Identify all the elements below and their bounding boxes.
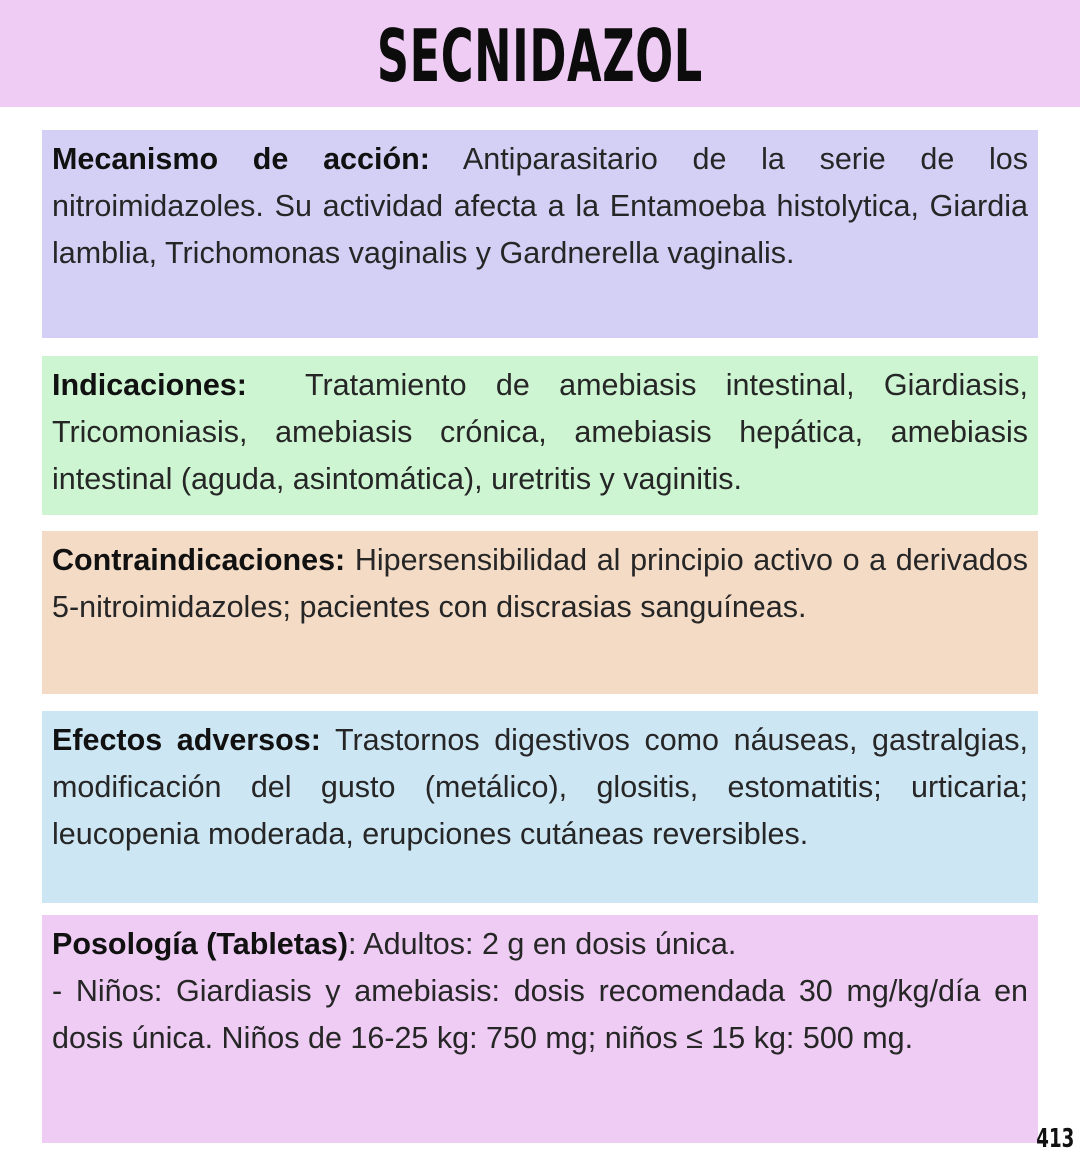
section-label: Contraindicaciones: [52,543,346,577]
posologia-adultos-line [52,921,1028,968]
section-mecanismo-de-accion [42,130,1038,338]
section-indicaciones [42,356,1038,515]
section-label: Efectos adversos: [52,723,321,757]
section-text: Trastornos digestivos como náuseas, gastralgias, modificación del gusto (metálico), glositis, estomatitis; urticaria; leucopenia moderada, erupciones cutáneas reversibles. [52,723,1029,851]
section-label: Posología (Tabletas) [52,927,349,961]
section-efectos-adversos [42,711,1038,903]
section-label: Mecanismo de acción: [52,142,430,176]
page-number: 413 [1036,1124,1074,1154]
posologia-ninos-text: - Niños: Giardiasis y amebiasis: dosis recomendada 30 mg/kg/día en dosis única. Niños de 16-25 kg: 750 mg; niños ≤ 15 kg: 500 mg. [52,974,1028,1055]
page-title: SECNIDAZOL [377,13,703,98]
section-text: Hipersensibilidad al principio activo o a derivados 5-nitroimidazoles; pacientes con discrasias sanguíneas. [52,543,1028,624]
section-label: Indicaciones: [52,368,247,402]
section-text: Tratamiento de amebiasis intestinal, Giardiasis, Tricomoniasis, amebiasis crónica, amebiasis hepática, amebiasis intestinal (aguda, asintomática), uretritis y vaginitis. [52,368,1037,496]
section-contraindicaciones [42,531,1038,694]
title-banner [0,0,1080,107]
posologia-adultos-text: : Adultos: 2 g en dosis única. [348,927,737,961]
section-text: Antiparasitario de la serie de los nitroimidazoles. Su actividad afecta a la Entamoeba histolytica, Giardia lamblia, Trichomonas vaginalis y Gardnerella vaginalis. [52,142,1028,270]
section-posologia [42,915,1038,1143]
